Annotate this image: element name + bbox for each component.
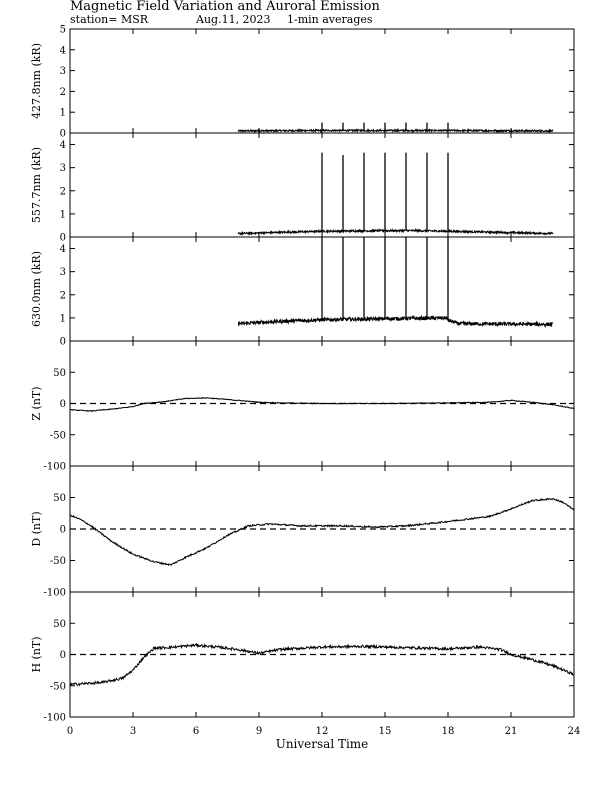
x-tick-label: 6 [192, 726, 200, 737]
x-axis-label: Universal Time [275, 737, 369, 751]
panel-4 [30, 466, 574, 599]
x-tick-label: 24 [567, 726, 581, 737]
date-label: Aug.11, 2023 [196, 13, 271, 26]
y-tick-label: 2 [59, 86, 66, 98]
series-line [70, 499, 574, 566]
x-tick-label: 12 [315, 726, 329, 737]
series-line [238, 130, 553, 132]
x-tick-label: 3 [129, 726, 137, 737]
y-axis-label: 427.8nm (kR) [30, 42, 43, 120]
y-tick-label: -100 [43, 587, 66, 599]
series-line [70, 644, 574, 685]
y-tick-label: 3 [59, 267, 66, 279]
station-label: station= MSR [70, 13, 149, 26]
y-tick-label: 50 [53, 493, 66, 504]
y-tick-label: 4 [59, 45, 66, 57]
y-tick-label: 0 [59, 524, 66, 536]
y-tick-label: -100 [43, 712, 66, 724]
y-tick-label: 3 [59, 66, 66, 78]
y-tick-label: 0 [59, 399, 66, 410]
y-tick-label: -100 [43, 461, 66, 473]
y-tick-label: 4 [59, 140, 66, 152]
chart-title: Magnetic Field Variation and Auroral Emission [70, 0, 380, 14]
y-tick-label: 0 [59, 336, 66, 348]
y-tick-label: -50 [49, 681, 66, 693]
panel-2 [30, 237, 574, 348]
panel-frame [70, 29, 574, 133]
panel-1 [30, 133, 574, 244]
y-tick-label: 1 [59, 107, 66, 119]
y-tick-label: 1 [59, 209, 66, 221]
y-tick-label: -50 [49, 430, 66, 442]
y-axis-label: D (nT) [30, 511, 43, 547]
y-axis-label: 557.7nm (kR) [30, 146, 43, 224]
panel-5 [30, 592, 574, 724]
y-tick-label: 3 [59, 163, 66, 175]
series-line [70, 398, 574, 412]
y-tick-label: 0 [59, 232, 66, 244]
y-axis-label: Z (nT) [30, 386, 43, 421]
y-tick-label: 5 [59, 24, 66, 36]
series-line [238, 230, 553, 235]
y-axis-label: 630.0nm (kR) [30, 250, 43, 328]
panel-3 [30, 341, 574, 473]
y-tick-label: 1 [59, 313, 66, 325]
y-tick-label: 50 [53, 618, 66, 630]
y-axis-label: H (nT) [30, 636, 43, 673]
y-tick-label: 0 [59, 128, 66, 140]
x-tick-label: 15 [378, 726, 392, 737]
x-tick-label: 21 [504, 726, 518, 737]
x-tick-label: 9 [255, 726, 263, 737]
x-tick-label: 18 [441, 726, 455, 737]
series-line [238, 316, 553, 326]
y-tick-label: 0 [59, 650, 66, 661]
y-tick-label: 2 [59, 186, 66, 198]
y-tick-label: 50 [53, 367, 66, 379]
x-tick-label: 0 [66, 726, 74, 737]
y-tick-label: 4 [59, 244, 66, 256]
y-tick-label: -50 [49, 556, 66, 567]
y-tick-label: 2 [59, 290, 66, 302]
averaging-label: 1-min averages [287, 13, 373, 26]
panel-0 [30, 25, 574, 140]
